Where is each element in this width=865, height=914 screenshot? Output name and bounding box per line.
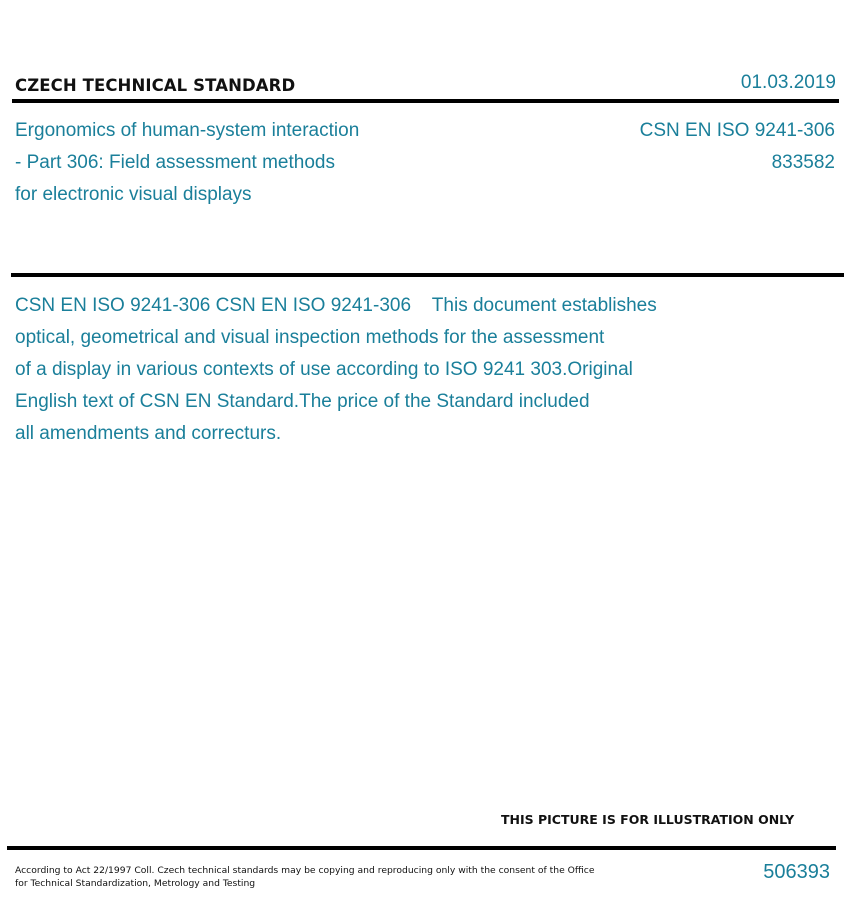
footer-divider xyxy=(7,846,836,850)
description-line: CSN EN ISO 9241-306 CSN EN ISO 9241-306 This document establishes xyxy=(15,295,657,316)
standard-type-label: CZECH TECHNICAL STANDARD xyxy=(15,76,296,95)
legal-line: According to Act 22/1997 Coll. Czech technical standards may be copying and reproducing only with the consent of the Office xyxy=(15,865,595,876)
standard-identifiers xyxy=(640,115,835,179)
description-line: of a display in various contexts of use according to ISO 9241 303.Original xyxy=(15,359,633,380)
title-line: for electronic visual displays xyxy=(15,184,252,205)
document-number: 506393 xyxy=(763,861,830,883)
standard-description xyxy=(15,290,657,450)
title-line: Ergonomics of human-system interaction xyxy=(15,120,360,141)
standard-title xyxy=(15,115,455,211)
standard-code: CSN EN ISO 9241-306 xyxy=(639,120,835,141)
title-line: - Part 306: Field assessment methods xyxy=(15,152,335,173)
title-divider xyxy=(11,273,844,277)
legal-line: for Technical Standardization, Metrology and Testing xyxy=(15,878,256,889)
description-line: optical, geometrical and visual inspection methods for the assessment xyxy=(15,327,605,348)
header-divider xyxy=(12,99,839,103)
catalog-number: 833582 xyxy=(771,152,835,173)
legal-notice xyxy=(15,864,594,890)
description-line: English text of CSN EN Standard.The price of the Standard included xyxy=(15,391,590,412)
illustration-notice: THIS PICTURE IS FOR ILLUSTRATION ONLY xyxy=(501,812,795,827)
description-line: all amendments and correcturs. xyxy=(15,423,282,444)
publication-date: 01.03.2019 xyxy=(740,72,836,93)
